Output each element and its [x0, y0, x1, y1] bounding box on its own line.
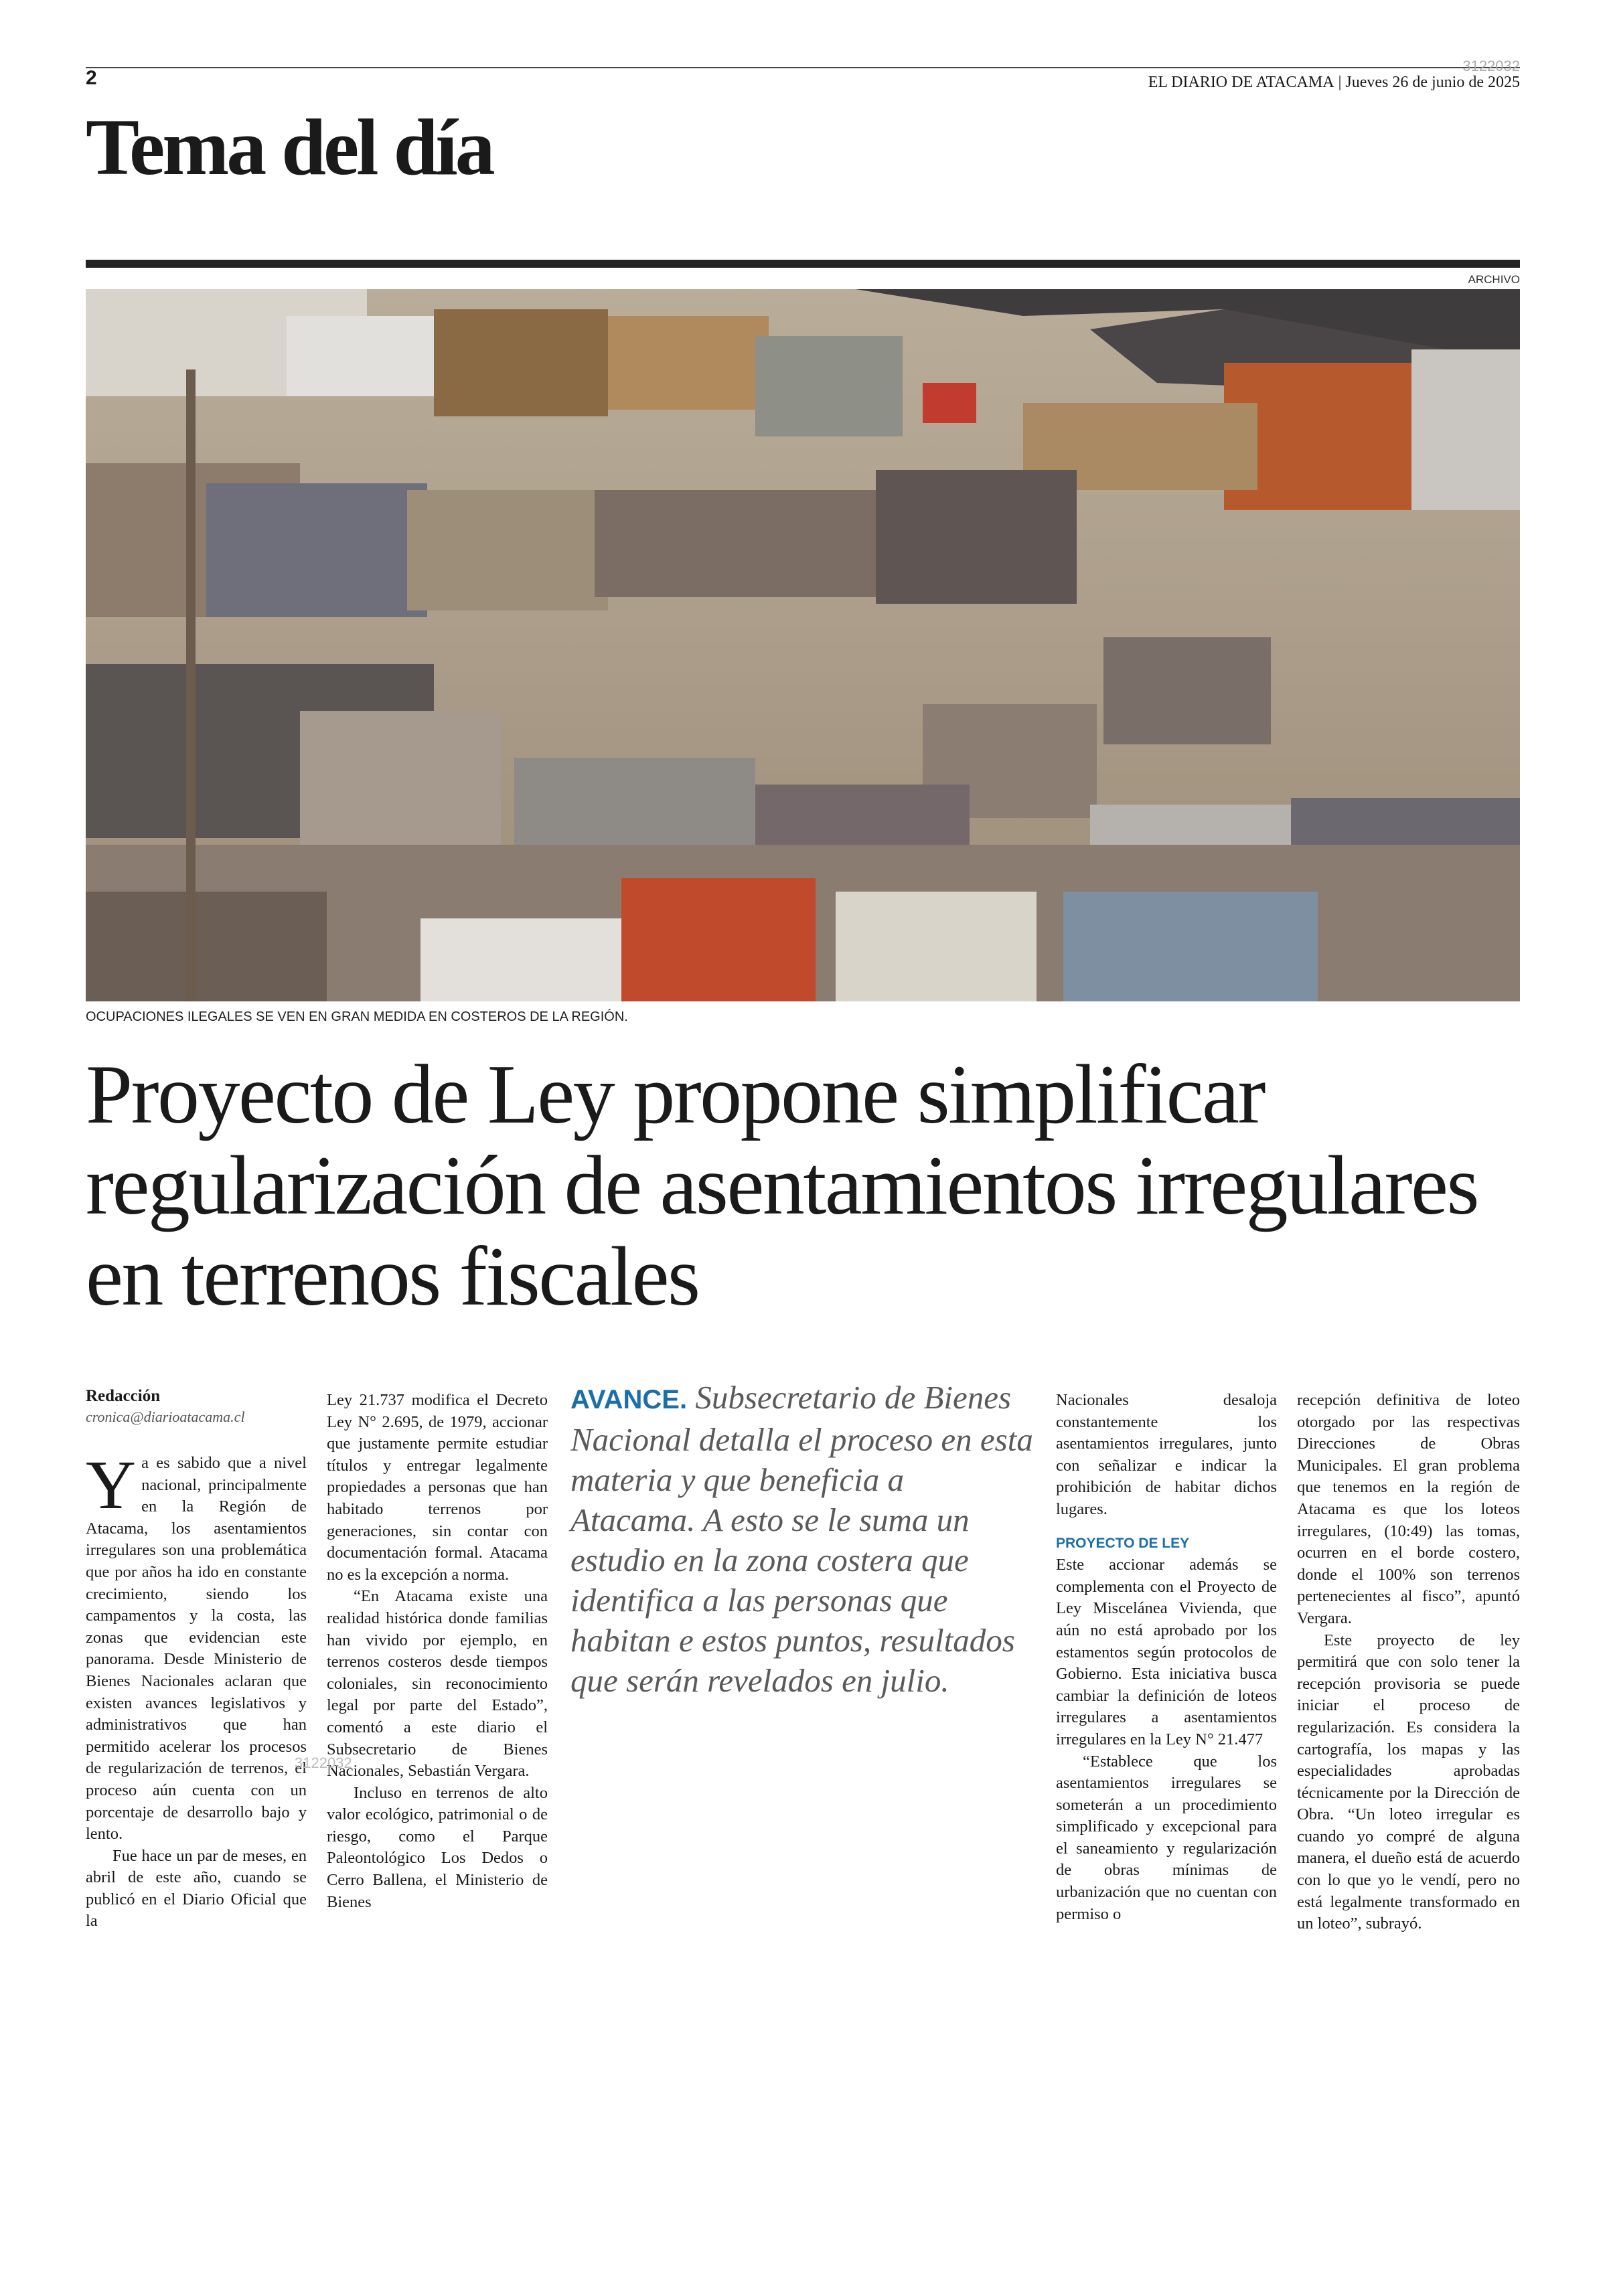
col4-paragraph-2: Este accionar además se complementa con el Proyecto de Ley Miscelánea Vivienda, que aún no está aprobado por los estamentos según protocolos de Gobierno. Esta iniciativa busca cambiar la definición de loteos irregulares a asentamientos irregulares en la Ley N° 21.477: [1056, 1556, 1277, 1748]
author-email: cronica@diarioatacama.cl: [86, 1408, 245, 1425]
byline: Redacción: [86, 1387, 161, 1405]
article-column-4: [1056, 1390, 1277, 1925]
col1-paragraph-2: Fue hace un par de meses, en abril de este año, cuando se publicó en el Diario Oficial que la: [86, 1846, 307, 1931]
publication-name: EL DIARIO DE ATACAMA: [1148, 74, 1334, 91]
pull-quote-text: Subsecretario de Bienes Nacional detalla el proceso en esta materia y que beneficia a Atacama. A esto se le suma un estudio en la zona costera que identifica a las personas que habitan e estos puntos, resultados que serán revelados en julio.: [570, 1379, 1033, 1699]
masthead: [1148, 74, 1520, 92]
masthead-separator: |: [1338, 74, 1342, 91]
article-column-5: [1297, 1390, 1520, 1935]
article-column-1: [86, 1447, 307, 1933]
article-headline: Proyecto de Ley propone simplificar regularización de asentamientos irregulares en terrenos fiscales: [86, 1048, 1478, 1324]
photo-caption: OCUPACIONES ILEGALES SE VEN EN GRAN MEDIDA EN COSTEROS DE LA REGIÓN.: [86, 1009, 628, 1024]
pull-quote-kicker: AVANCE.: [570, 1385, 688, 1414]
issue-date: Jueves 26 de junio de 2025: [1345, 74, 1520, 91]
col4-paragraph-3: “Establece que los asentamientos irregulares se someterán a un procedimiento simplificado y excepcional para el saneamiento y regularización de obras mínimas de urbanización que no cuentan con permiso o: [1056, 1752, 1277, 1923]
section-rule: [86, 260, 1520, 268]
settlement-photo-illustration: [86, 289, 1520, 1001]
archive-stamp: 3122032: [1462, 58, 1520, 74]
photo-credit: ARCHIVO: [1468, 273, 1520, 286]
article-column-2: [327, 1390, 548, 1913]
col2-paragraph-2: “En Atacama existe una realidad histórica donde familias han vivido por ejemplo, en terrenos costeros desde tiempos coloniales, sin reconocimiento legal por parte del Estado”, comentó a este diario el Subsecretario de Bienes Nacionales, Sebastián Vergara.: [327, 1587, 548, 1781]
col2-paragraph-3: Incluso en terrenos de alto valor ecológico, patrimonial o de riesgo, como el Parque Paleontológico Los Dedos o Cerro Ballena, el Ministerio de Bienes: [327, 1783, 548, 1911]
col5-paragraph-1: recepción definitiva de loteo otorgado por las respectivas Direcciones de Obras Municipales. El gran problema que tenemos en la región de Atacama es que los loteos irregulares, (10:49) las tomas, ocurren en el borde costero, donde el 100% son terrenos pertenecientes al fisco”, apuntó Vergara.: [1297, 1391, 1520, 1627]
watermark-code: 3122032: [295, 1754, 352, 1771]
section-subhead: PROYECTO DE LEY: [1056, 1535, 1190, 1551]
drop-cap: Y: [86, 1447, 137, 1524]
settlement-photo: [86, 289, 1520, 1001]
top-rule: [86, 67, 1520, 68]
section-title: Tema del día: [86, 102, 493, 191]
col2-paragraph-1: Ley 21.737 modifica el Decreto Ley N° 2.695, de 1979, accionar que justamente permite estudiar títulos y entregar legalmente propiedades a personas que han habitado terrenos por generaciones, sin contar con documentación formal. Atacama no es la excepción a norma.: [327, 1391, 548, 1584]
col1-paragraph-1: a es sabido que a nivel nacional, principalmente en la Región de Atacama, los asentamientos irregulares son una problemática que por años ha ido en constante crecimiento, siendo los campamentos y la costa, las zonas que evidencian este panorama. Desde Ministerio de Bienes Nacionales aclaran que existen avances legislativos y administrativos que han permitido acelerar los procesos de regularización de terrenos, el proceso aún cuenta con un porcentaje de desarrollo bajo y lento.: [86, 1454, 307, 1843]
page-number: 2: [86, 67, 97, 89]
col4-paragraph-1: Nacionales desaloja constantemente los asentamientos irregulares, junto con señalizar e indicar la prohibición de habitar dichos lugares.: [1056, 1391, 1277, 1518]
col5-paragraph-2: Este proyecto de ley permitirá que con solo tener la recepción provisoria se puede iniciar el proceso de regularización. Es considera la cartografía, los mapas y las especialidades aprobadas técnicamente por la Dirección de Obra. “Un loteo irregular es cuando yo compré de alguna manera, el dueño está de acuerdo con lo que yo le vendí, pero no está legalmente transformado en un loteo”, subrayó.: [1297, 1631, 1520, 1933]
pull-quote: [570, 1378, 1035, 1701]
